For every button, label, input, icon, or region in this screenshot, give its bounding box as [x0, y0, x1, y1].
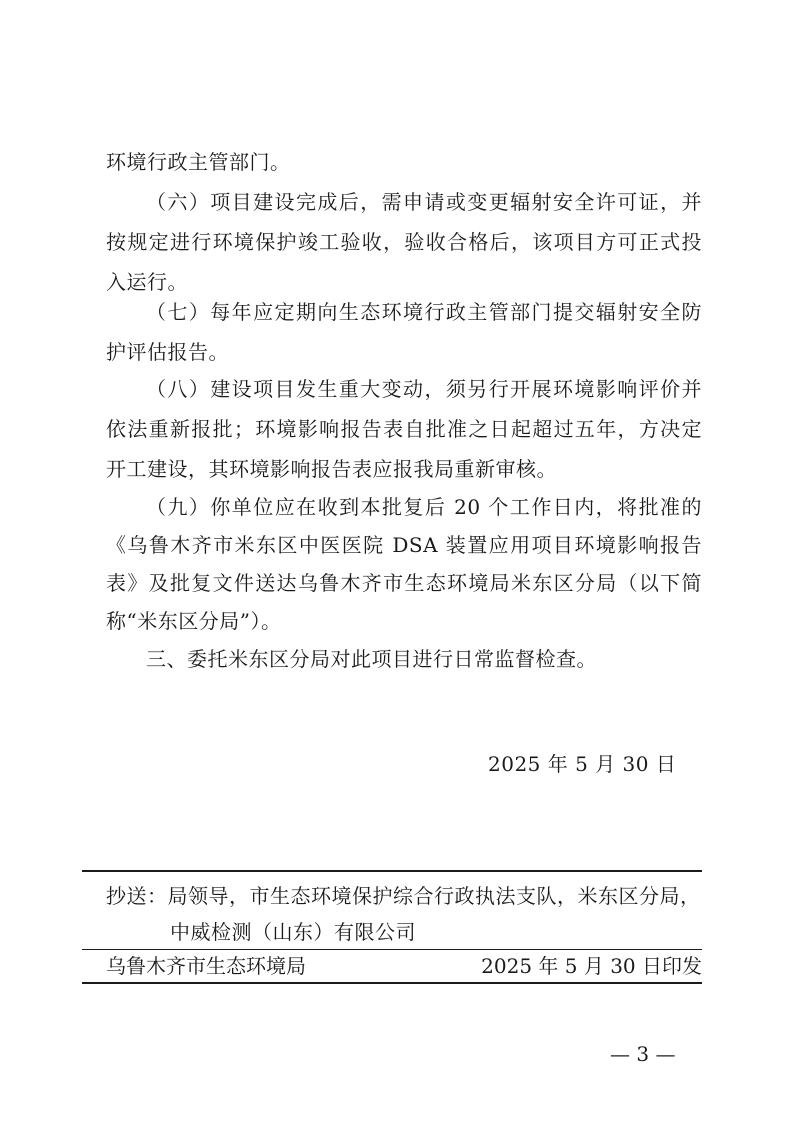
- issuer-row: [106, 952, 702, 980]
- paragraph-line: （七）每年应定期向生态环境行政主管部门提交辐射安全防: [146, 300, 702, 324]
- paragraph-line: 《乌鲁木齐市米东区中医医院 DSA 装置应用项目环境影响报告: [106, 533, 702, 557]
- cc-bottom-rule: [82, 949, 702, 950]
- paragraph-line: 表》及批复文件送达乌鲁木齐市生态环境局米东区分局（以下简: [106, 571, 702, 595]
- footer-bottom-rule: [82, 982, 702, 984]
- cc-line: 抄送：局领导，市生态环境保护综合行政执法支队，米东区分局，: [106, 884, 701, 908]
- paragraph-line: 按规定进行环境保护竣工验收，验收合格后，该项目方可正式投: [106, 230, 702, 254]
- signature-date: 2025 年 5 月 30 日: [488, 752, 677, 776]
- paragraph-line: 环境行政主管部门。: [106, 150, 291, 174]
- paragraph-line: （九）你单位应在收到本批复后 20 个工作日内，将批准的: [146, 495, 702, 519]
- issuer-name: 乌鲁木齐市生态环境局: [106, 954, 306, 978]
- paragraph-line: 护评估报告。: [106, 340, 229, 364]
- cc-top-rule: [82, 870, 702, 872]
- cc-line: 中威检测（山东）有限公司: [170, 920, 416, 944]
- paragraph-line: 三、委托米东区分局对此项目进行日常监督检查。: [146, 647, 597, 671]
- page-number: — 3 —: [610, 1042, 676, 1066]
- paragraph-line: 入运行。: [106, 270, 188, 294]
- paragraph-line: 开工建设，其环境影响报告表应报我局重新审核。: [106, 457, 557, 481]
- paragraph-line: 依法重新报批；环境影响报告表自批准之日起超过五年，方决定: [106, 417, 702, 441]
- paragraph-line: （八）建设项目发生重大变动，须另行开展环境影响评价并: [146, 377, 702, 401]
- print-date: 2025 年 5 月 30 日印发: [481, 954, 702, 978]
- paragraph-line: （六）项目建设完成后，需申请或变更辐射安全许可证，并: [146, 190, 702, 214]
- paragraph-line: 称“米东区分局”）。: [106, 609, 282, 633]
